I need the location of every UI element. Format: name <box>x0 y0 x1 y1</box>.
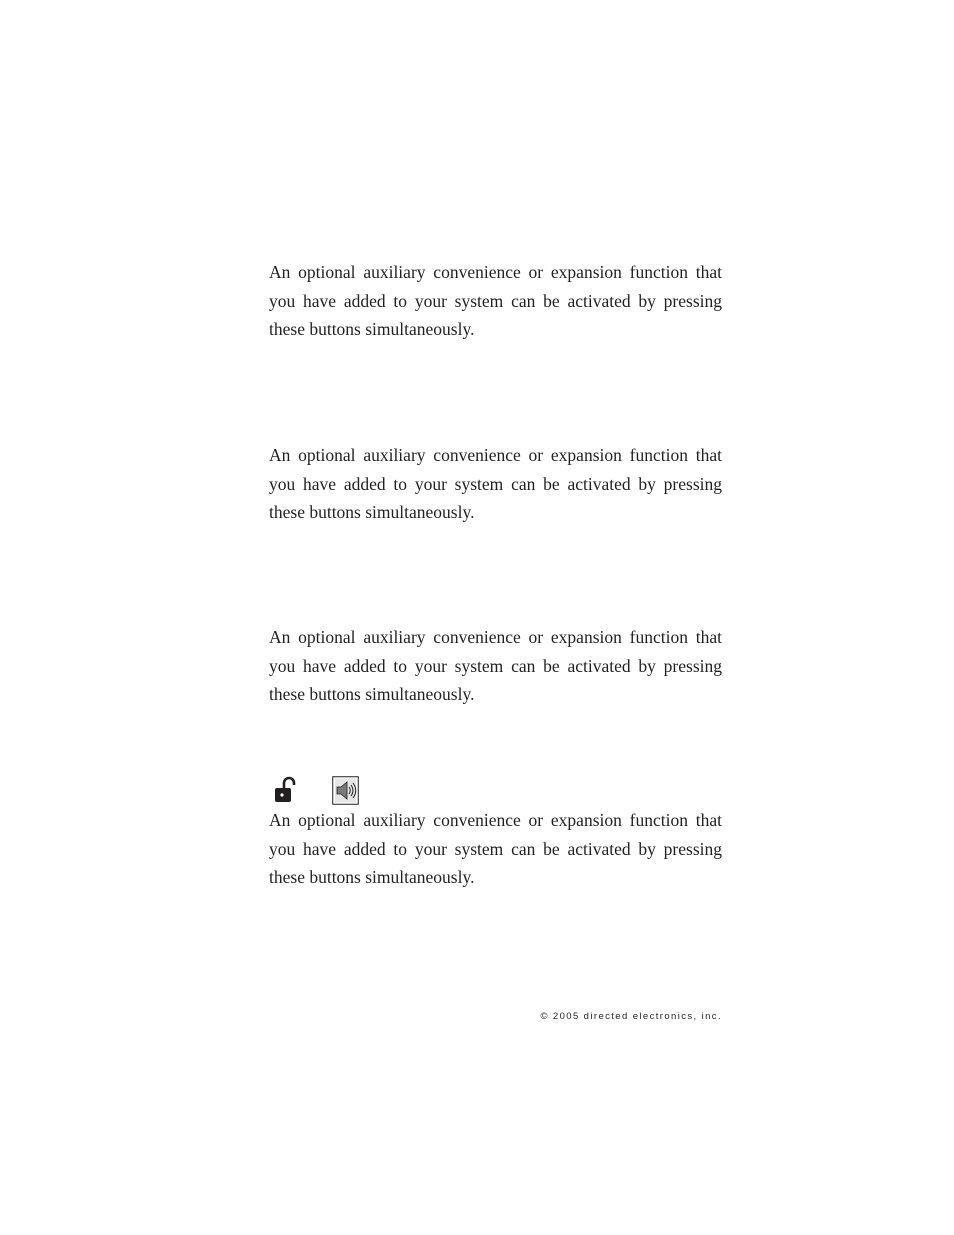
paragraph-1: An optional auxiliary convenience or expansion function that you have added to your system can be activated by pressing these buttons simultaneously. <box>269 262 722 339</box>
unlock-icon <box>272 776 298 809</box>
copyright-footer: © 2005 directed electronics, inc. <box>540 1011 722 1022</box>
paragraph-4: An optional auxiliary convenience or expansion function that you have added to your system can be activated by pressing these buttons simultaneously. <box>269 810 722 887</box>
button-icon-row <box>272 776 372 806</box>
paragraph-2: An optional auxiliary convenience or expansion function that you have added to your system can be activated by pressing these buttons simultaneously. <box>269 445 722 522</box>
paragraph-3: An optional auxiliary convenience or expansion function that you have added to your system can be activated by pressing these buttons simultaneously. <box>269 627 722 704</box>
